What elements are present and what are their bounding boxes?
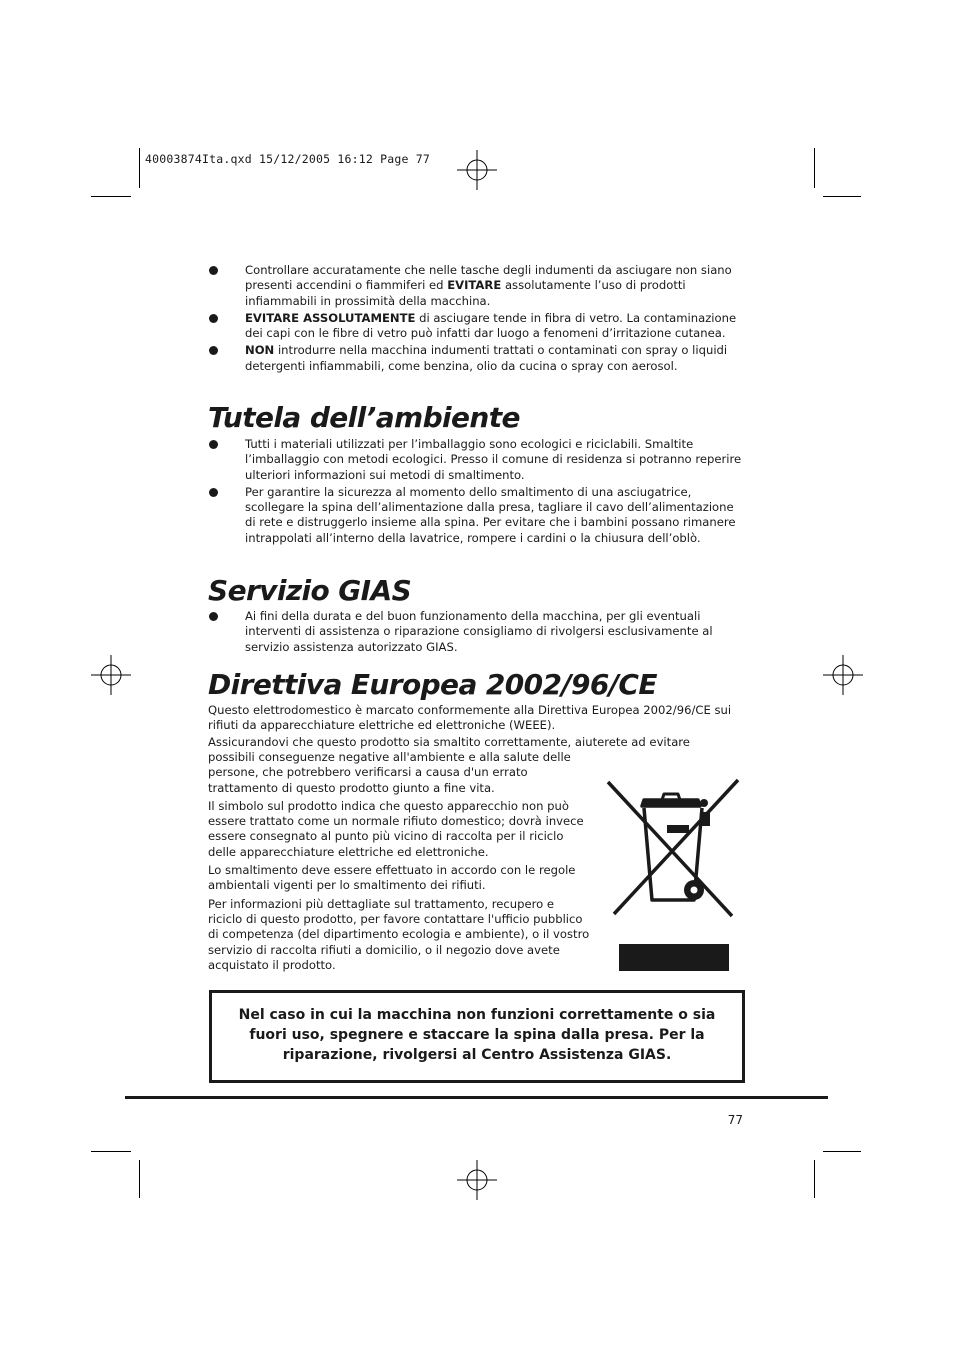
safety-list bbox=[209, 263, 744, 376]
page-number: 77 bbox=[727, 1113, 743, 1127]
crop-mark-top-right-vertical bbox=[814, 148, 815, 188]
environment-list bbox=[209, 437, 746, 548]
crop-mark-top-left-vertical bbox=[139, 148, 140, 188]
directive-paragraph-1-first-line: Assicurandovi che questo prodotto sia smaltito correttamente, aiuterete ad evitare bbox=[208, 735, 690, 749]
crop-mark-bottom-left-vertical bbox=[139, 1160, 140, 1198]
registration-mark-icon bbox=[457, 150, 497, 190]
directive-paragraph-3: Lo smaltimento deve essere effettuato in accordo con le regole ambientali vigenti per lo smaltimento dei rifiuti. bbox=[208, 863, 576, 893]
bullet-icon bbox=[209, 488, 218, 497]
registration-mark-icon bbox=[457, 1160, 497, 1200]
directive-intro: Questo elettrodomestico è marcato conformemente alla Direttiva Europea 2002/96/CE sui rifiuti da apparecchiature elettriche ed elettroniche (WEEE). bbox=[208, 703, 732, 733]
service-list bbox=[209, 609, 744, 657]
crop-mark-bottom-right-horizontal bbox=[823, 1151, 861, 1152]
weee-black-bar bbox=[619, 944, 729, 971]
directive-text-column bbox=[208, 750, 590, 976]
list-item: Ai fini della durata e del buon funzionamento della macchina, per gli eventuali interventi di assistenza o riparazione consigliamo di rivolgersi esclusivamente al servizio assistenza autorizzato GIAS. bbox=[209, 609, 744, 655]
section-title-environment: Tutela dell’ambiente bbox=[208, 401, 520, 434]
bullet-icon bbox=[209, 440, 218, 449]
section-title-service: Servizio GIAS bbox=[208, 574, 412, 607]
registration-mark-icon bbox=[823, 655, 863, 695]
directive-paragraph-2: Il simbolo sul prodotto indica che questo apparecchio non può essere trattato come un normale rifiuto domestico; dovrà invece essere consegnato al punto più vicino di raccolta per il riciclo delle apparecchiature elettriche ed elettroniche. bbox=[208, 798, 584, 859]
bullet-icon bbox=[209, 314, 218, 323]
section-title-directive: Direttiva Europea 2002/96/CE bbox=[208, 668, 657, 701]
bullet-icon bbox=[209, 266, 218, 275]
list-item: Per garantire la sicurezza al momento dello smaltimento di una asciugatrice, scollegare la spina dell’alimentazione dalla presa, tagliare il cavo dell’alimentazione di rete e distruggerlo insieme alla spina. Per evitare che i bambini possano rimanere intrappolati all’interno della lavatrice, rompere i cardini o la chiusura dell’oblò. bbox=[209, 485, 746, 546]
directive-paragraph-1: possibili conseguenze negative all'ambiente e alla salute delle persone, che potrebbero verificarsi a causa d'un errato trattamento di questo prodotto giunto a fine vita. bbox=[208, 750, 571, 795]
warning-notice-box bbox=[209, 990, 745, 1083]
weee-crossed-bin-icon bbox=[604, 778, 742, 918]
crop-mark-top-right-horizontal bbox=[823, 196, 861, 197]
list-item: Tutti i materiali utilizzati per l’imballaggio sono ecologici e riciclabili. Smaltite l’imballaggio con metodi ecologici. Presso il comune di residenza si potranno reperire ulteriori informazioni sui metodi di smaltimento. bbox=[209, 437, 746, 483]
bullet-icon bbox=[209, 612, 218, 621]
crop-mark-bottom-left-horizontal bbox=[91, 1151, 131, 1152]
crop-mark-top-left-horizontal bbox=[91, 196, 131, 197]
footer-rule bbox=[125, 1096, 828, 1099]
warning-notice-text: Nel caso in cui la macchina non funzioni correttamente o sia fuori uso, spegnere e staccare la spina dalla presa. Per la riparazione, rivolgersi al Centro Assistenza GIAS. bbox=[238, 1007, 716, 1063]
print-slug: 40003874Ita.qxd 15/12/2005 16:12 Page 77 bbox=[145, 152, 430, 166]
bullet-icon bbox=[209, 346, 218, 355]
directive-paragraph-4: Per informazioni più dettagliate sul trattamento, recupero e riciclo di questo prodotto, per favore contattare l'ufficio pubblico di competenza (del dipartimento ecologia e ambiente), o il vostro servizio di raccolta rifiuti a domicilio, o il negozio dove avete acquistato il prodotto. bbox=[208, 896, 590, 972]
list-item: EVITARE ASSOLUTAMENTE di asciugare tende in fibra di vetro. La contaminazione dei capi con le fibre di vetro può infatti dar luogo a fenomeni d’irritazione cutanea. bbox=[209, 311, 744, 342]
list-item: NON introdurre nella macchina indumenti trattati o contaminati con spray o liquidi detergenti infiammabili, come benzina, olio da cucina o spray con aerosol. bbox=[209, 343, 744, 374]
list-item: Controllare accuratamente che nelle tasche degli indumenti da asciugare non siano presenti accendini o fiammiferi ed EVITARE assolutamente l’uso di prodotti infiammabili in prossimità della macchina. bbox=[209, 263, 744, 309]
registration-mark-icon bbox=[91, 655, 131, 695]
crop-mark-bottom-right-vertical bbox=[814, 1160, 815, 1198]
